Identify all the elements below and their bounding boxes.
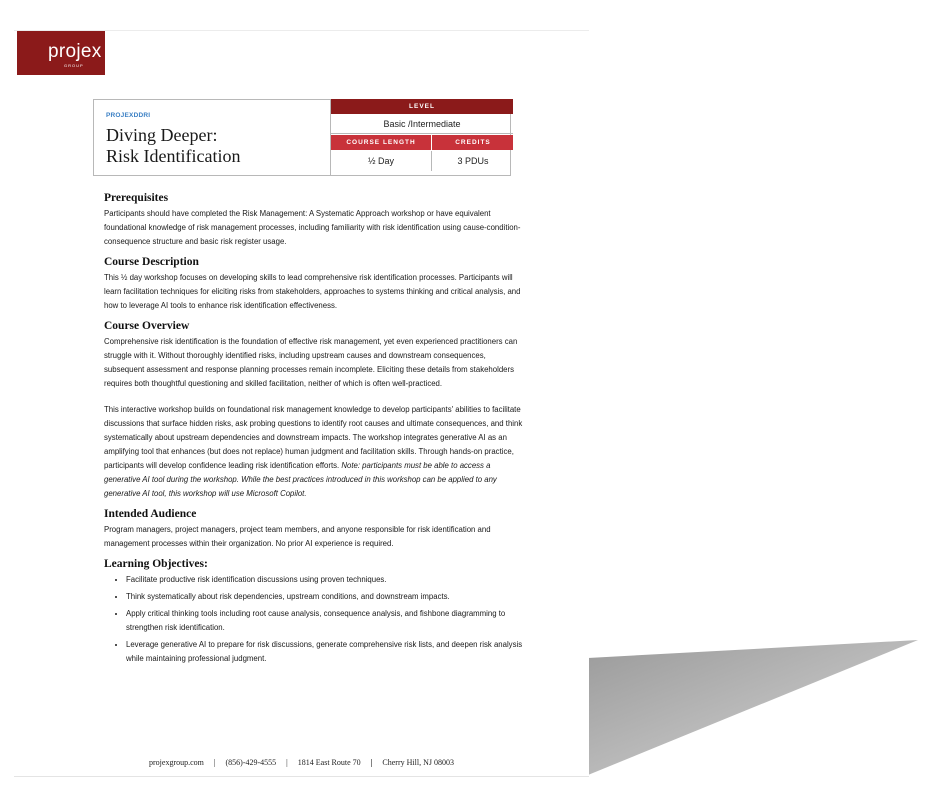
logo-subtext: GROUP [64, 63, 84, 68]
footer-address: 1814 East Route 70 [297, 758, 361, 767]
intended-audience-heading: Intended Audience [104, 508, 197, 520]
overview-note: Note: participants must be able to access a generative AI tool during the workshop. While the best practices introduced in this workshop can be applied to any generative AI tool, this workshop will use Microsoft Copilot. [104, 461, 497, 498]
length-credits-header [331, 135, 513, 150]
course-header [93, 99, 511, 176]
course-title-line2: Risk Identification [106, 146, 241, 166]
objective-item: • Facilitate productive risk identification discussions using proven techniques. [126, 573, 524, 587]
course-description-heading: Course Description [104, 256, 199, 268]
learning-objectives-heading: Learning Objectives: [104, 558, 208, 570]
prerequisites-heading: Prerequisites [104, 192, 169, 204]
credits-label: CREDITS [431, 135, 514, 150]
course-overview-heading: Course Overview [104, 320, 190, 332]
footer-website[interactable]: projexgroup.com [149, 758, 204, 767]
projex-logo [17, 31, 105, 75]
footer-separator: | [370, 758, 373, 767]
objective-item: • Apply critical thinking tools including root cause analysis, consequence analysis, and fishbone diagramming to strengthen risk identification. [126, 607, 524, 635]
logo-text: projex [48, 41, 102, 62]
course-code: PROJEXDDRI [106, 112, 151, 119]
footer-separator: | [286, 758, 288, 767]
objective-item: • Leverage generative AI to prepare for risk discussions, generate comprehensive risk lists, and deepen risk analysis while maintaining professional judgment. [126, 638, 524, 666]
overview-body: This interactive workshop builds on foundational risk management knowledge to develop participants' abilities to facilitate discussions that surface hidden risks, ask probing questions to identify root causes and ultimate consequences, and think systematically about upstream dependencies and downstream impacts. The workshop integrates generative AI as an amplifying tool that enhances (but does not replace) human judgment and facilitation skills. Through hands-on practice, participants will develop confidence leading risk identification efforts. [104, 405, 523, 470]
credits-value: 3 PDUs [431, 151, 514, 171]
footer-separator: | [213, 758, 216, 767]
course-meta-table [330, 99, 513, 176]
length-credits-values [331, 151, 513, 171]
footer-city: Cherry Hill, NJ 08003 [382, 758, 454, 767]
footer-phone: (856)-429-4555 [225, 758, 277, 767]
course-flyer-page [14, 30, 589, 777]
level-header: LEVEL [331, 99, 513, 114]
contact-footer [14, 758, 589, 767]
page-shadow [588, 640, 918, 790]
level-value: Basic /Intermediate [331, 114, 513, 134]
course-overview-paragraph-1: Comprehensive risk identification is the foundation of effective risk management, yet even experienced practitioners can struggle with it. Without thoroughly identified risks, including upstream causes and downstream consequences, subsequent assessment and response planning processes remain incomplete. Eliciting these details from stakeholders requires both thoughtful questioning and skilled facilitation, neither of which is often well-practiced. [104, 337, 518, 388]
course-title [106, 125, 240, 167]
course-overview-paragraph-2 [104, 403, 524, 501]
intended-audience-text: Program managers, project managers, project team members, and anyone responsible for risk identification and management processes within their organization. No prior AI experience is required. [104, 525, 491, 548]
course-title-line1: Diving Deeper: [106, 125, 218, 145]
objective-item: • Think systematically about risk dependencies, upstream conditions, and downstream impacts. [126, 590, 524, 604]
course-length-value: ½ Day [367, 156, 394, 166]
course-description-text: This ½ day workshop focuses on developing skills to lead comprehensive risk identification processes. Participants will learn facilitation techniques for eliciting risks from stakeholders, approaches to systems thinking and critical analysis, and how to leverage AI tools to enhance risk identification effectiveness. [104, 273, 521, 310]
course-length-label: COURSE LENGTH [346, 139, 416, 146]
course-content [104, 192, 524, 669]
prerequisites-text: Participants should have completed the Risk Management: A Systematic Approach workshop or have equivalent foundational knowledge of risk management processes, including familiarity with risk identification using cause-condition-consequence structure and basic risk register usage. [104, 209, 521, 246]
learning-objectives-list [104, 573, 524, 666]
